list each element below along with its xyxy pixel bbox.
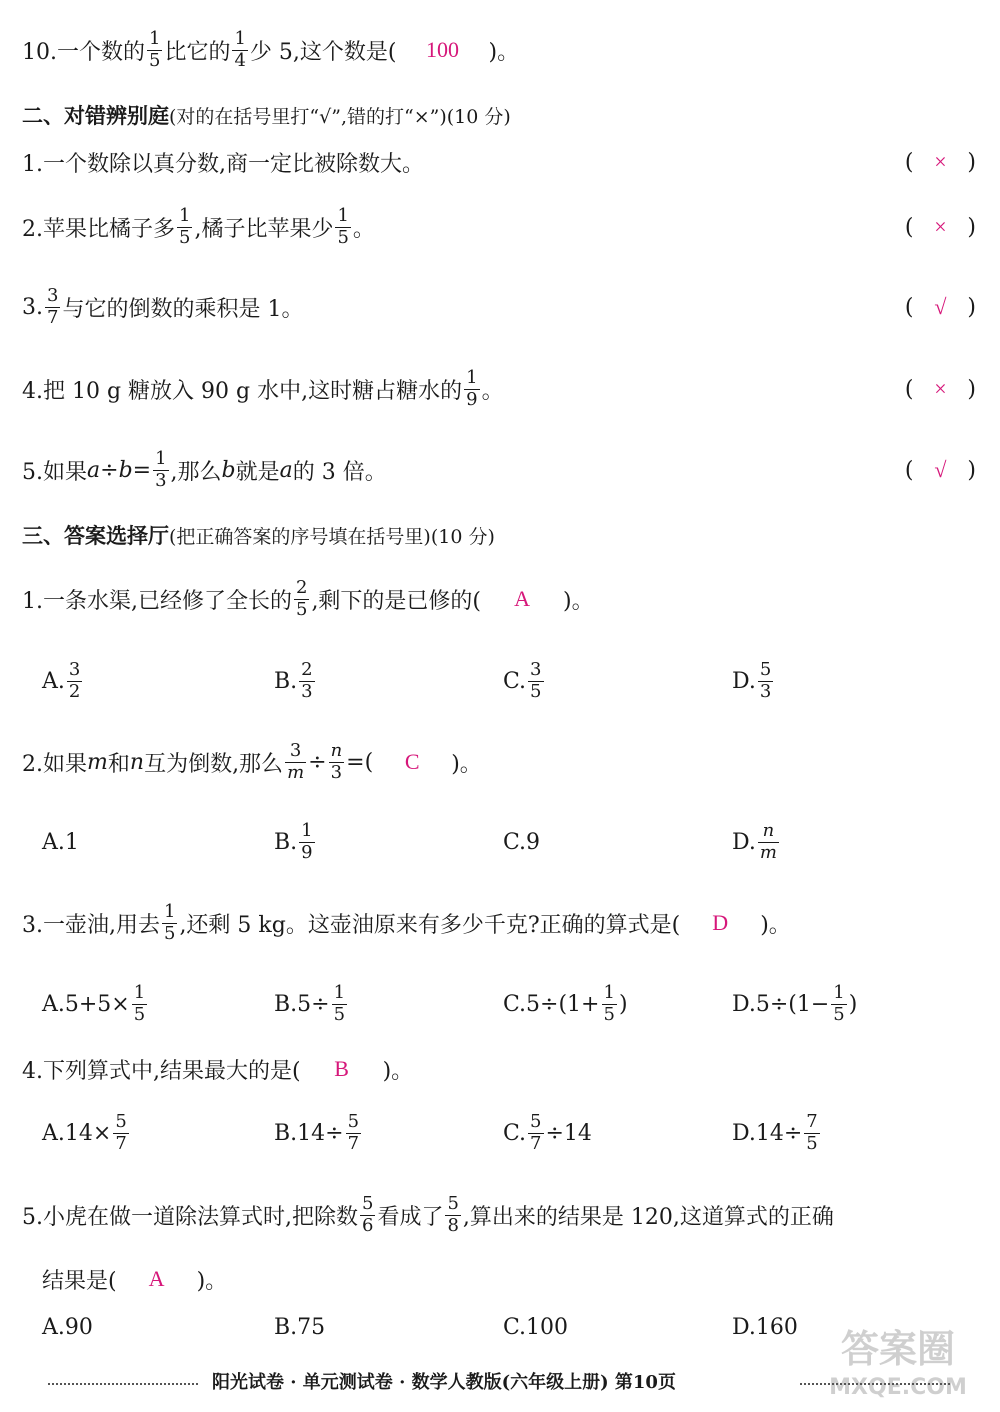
tf-item-5: 5.如果 a ÷ b = $\frac{1}{3}$ ,那么 b 就是 a 的 3 倍。 [22, 447, 387, 491]
fraction: $\frac{1}{5}$ [163, 900, 176, 944]
fraction: $\frac{n}{3}$ [330, 739, 343, 783]
choice-question-3: 3.一壶油,用去 $\frac{1}{5}$ ,还剩 5 kg。这壶油原来有多少千克?正确的算式是( D )。 [22, 900, 791, 944]
option-c: C.5÷(1+ $\frac{1}{5}$ ) [503, 981, 628, 1025]
section-3-heading: 三、答案选择厅 (把正确答案的序号填在括号里)(10 分) [22, 523, 495, 548]
option-b: B.5÷ $\frac{1}{5}$ [274, 981, 346, 1025]
tf-answer-1: ( × ) [904, 149, 976, 175]
choice-question-1: 1.一条水渠,已经修了全长的 $\frac{2}{5}$ ,剩下的是已修的( A )。 [22, 576, 594, 620]
option-b: B.14÷ $\frac{5}{7}$ [274, 1110, 360, 1154]
option-c: C. $\frac{5}{7}$ ÷14 [503, 1110, 592, 1154]
tf-answer-4: ( × ) [904, 376, 976, 402]
section-2-heading: 二、对错辨别庭 (对的在括号里打“√”,错的打“×”)(10 分) [22, 103, 511, 128]
fraction: $\frac{1}{5}$ [337, 204, 349, 248]
question-10: 10.一个数的 $\frac{1}{5}$ 比它的 $\frac{1}{4}$ 少 5,这个数是( 100 )。 [22, 27, 520, 71]
svg-text:答案圈: 答案圈 [840, 1327, 956, 1371]
option-d: D. $\frac{n}{m}$ [732, 819, 777, 863]
option-a: A.14× $\frac{5}{7}$ [42, 1110, 127, 1154]
footer-divider-right [800, 1383, 950, 1385]
tf-item-2: 2.苹果比橘子多 $\frac{1}{5}$ ,橘子比苹果少 $\frac{1}{5}$ 。 [22, 204, 375, 248]
option-c: C.9 [503, 829, 541, 855]
svg-text:MXQE.COM: MXQE.COM [829, 1375, 967, 1400]
tf-answer-3: ( √ ) [904, 294, 976, 320]
tf-item-4: 4.把 10 g 糖放入 90 g 水中,这时糖占糖水的 $\frac{1}{9}$ 。 [22, 366, 504, 410]
tf-item-3: 3. $\frac{3}{7}$ 与它的倒数的乘积是 1。 [22, 284, 304, 328]
fraction: $\frac{1}{9}$ [466, 366, 478, 410]
choice-question-5: 5.小虎在做一道除法算式时,把除数 $\frac{5}{6}$ 看成了 $\frac{5}{8}$ ,算出来的结果是 120,这道算式的正确 [22, 1192, 834, 1236]
answer: A [148, 1266, 165, 1291]
option-b: B.75 [274, 1314, 326, 1340]
answer: 100 [426, 37, 459, 62]
answer: B [334, 1056, 349, 1081]
option-a: A.90 [42, 1314, 93, 1340]
answer: C [404, 749, 420, 774]
option-c: C. $\frac{3}{5}$ [503, 658, 542, 702]
choice-question-2: 2.如果 m 和 n 互为倒数,那么 $\frac{3}{m}$ ÷ $\frac{n}{3}$ =( C )。 [22, 739, 482, 783]
tf-answer-5: ( √ ) [904, 457, 976, 483]
footer-divider-left [48, 1383, 198, 1385]
fraction: $\frac{5}{6}$ [362, 1192, 374, 1236]
tf-answer-2: ( × ) [904, 214, 976, 240]
option-a: A.1 [42, 829, 79, 855]
option-b: B. $\frac{2}{3}$ [274, 658, 313, 702]
option-b: B. $\frac{1}{9}$ [274, 819, 313, 863]
option-d: D. $\frac{5}{3}$ [732, 658, 772, 702]
page-footer [0, 1368, 1000, 1398]
fraction: $\frac{1}{5}$ [179, 204, 191, 248]
fraction: $\frac{1}{3}$ [155, 447, 167, 491]
fraction: $\frac{2}{5}$ [295, 576, 308, 620]
option-a: A. $\frac{3}{2}$ [42, 658, 81, 702]
tf-item-1: 1.一个数除以真分数,商一定比被除数大。 [22, 151, 424, 177]
answer: A [514, 586, 530, 611]
footer-text: 阳光试卷 · 单元测试卷 · 数学人教版(六年级上册) 第10页 [212, 1372, 676, 1393]
fraction: $\frac{1}{4}$ [234, 27, 246, 71]
option-a: A.5+5× $\frac{1}{5}$ [42, 981, 146, 1025]
fraction: $\frac{1}{5}$ [149, 27, 161, 71]
choice-question-4: 4.下列算式中,结果最大的是( B )。 [22, 1056, 414, 1084]
option-d: D.5÷(1− $\frac{1}{5}$ ) [732, 981, 858, 1025]
option-d: D.14÷ $\frac{7}{5}$ [732, 1110, 818, 1154]
answer: D [712, 910, 729, 935]
fraction: $\frac{3}{m}$ [287, 739, 305, 783]
option-d: D.160 [732, 1314, 798, 1340]
fraction: $\frac{5}{8}$ [447, 1192, 459, 1236]
fraction: $\frac{3}{7}$ [47, 284, 59, 328]
choice-question-5-line2: 结果是( A )。 [42, 1266, 228, 1294]
option-c: C.100 [503, 1314, 569, 1340]
